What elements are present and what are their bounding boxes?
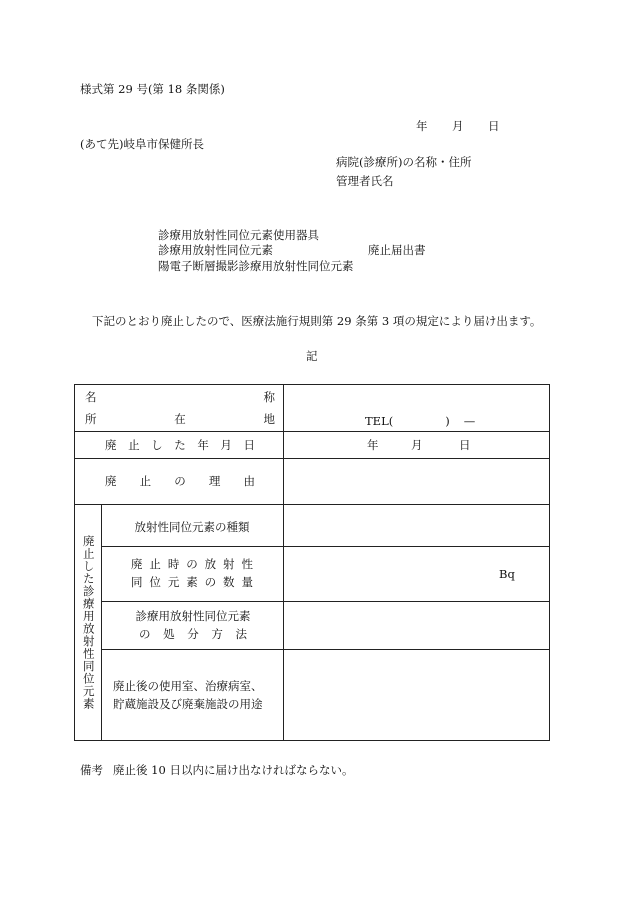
usage-after-abolition-label: 廃止後の使用室、治療病室、 貯蔵施設及び廃棄施設の用途 bbox=[113, 679, 263, 711]
subject-line-3: 陽電子断層撮影診療用放射性同位元素 bbox=[158, 259, 354, 273]
isotope-type-value[interactable] bbox=[287, 509, 545, 543]
tel-prefix: TEL( bbox=[365, 414, 394, 428]
address-label: 所 在 地 bbox=[85, 412, 275, 426]
quantity-unit: Bq bbox=[499, 567, 515, 581]
abolished-date-day: 日 bbox=[459, 438, 471, 452]
date-year-label: 年 bbox=[416, 119, 428, 133]
disposal-method-value[interactable] bbox=[287, 605, 545, 645]
abolished-date-month: 月 bbox=[411, 438, 423, 452]
date-month-label: 月 bbox=[452, 119, 464, 133]
intro-text: 下記のとおり廃止したので、医療法施行規則第 29 条第 3 項の規定により届け出ます。 bbox=[92, 314, 542, 328]
form-number: 様式第 29 号(第 18 条関係) bbox=[80, 82, 225, 96]
abolished-date-label: 廃 止 し た 年 月 日 bbox=[105, 438, 255, 452]
manager-name-label: 管理者氏名 bbox=[336, 174, 394, 188]
applicant-name-address-label: 病院(診療所)の名称・住所 bbox=[336, 155, 472, 169]
name-label: 名 称 bbox=[85, 390, 275, 404]
addressee: (あて先)岐阜市保健所長 bbox=[80, 137, 204, 151]
date-day-label: 日 bbox=[488, 119, 500, 133]
ki-label: 記 bbox=[306, 349, 318, 363]
usage-after-abolition-value[interactable] bbox=[287, 653, 545, 737]
abolition-details-table bbox=[74, 384, 550, 741]
remarks bbox=[80, 765, 353, 777]
notice-title: 廃止届出書 bbox=[368, 243, 426, 257]
quantity-label: 廃 止 時 の 放 射 性 同 位 元 素 の 数 量 bbox=[131, 557, 253, 589]
subject-line-2: 診療用放射性同位元素 bbox=[158, 243, 273, 257]
reason-label: 廃 止 の 理 由 bbox=[105, 474, 255, 488]
name-value[interactable] bbox=[287, 389, 545, 405]
reason-value[interactable] bbox=[287, 463, 545, 499]
remarks-text: 廃止後 10 日以内に届け出なければならない。 bbox=[113, 763, 354, 777]
tel-field[interactable] bbox=[365, 416, 475, 428]
isotope-type-label: 放射性同位元素の種類 bbox=[134, 520, 250, 534]
abolished-date-year: 年 bbox=[367, 438, 379, 452]
abolished-isotope-group-label: 廃止した診療用放射性同位元素 bbox=[81, 535, 96, 710]
subject-line-1: 診療用放射性同位元素使用器具 bbox=[158, 228, 319, 242]
remarks-label: 備考 bbox=[80, 763, 103, 777]
tel-suffix: ) bbox=[445, 414, 450, 428]
disposal-method-label: 診療用放射性同位元素 の 処 分 方 法 bbox=[135, 609, 251, 641]
tel-dash: — bbox=[463, 414, 476, 428]
